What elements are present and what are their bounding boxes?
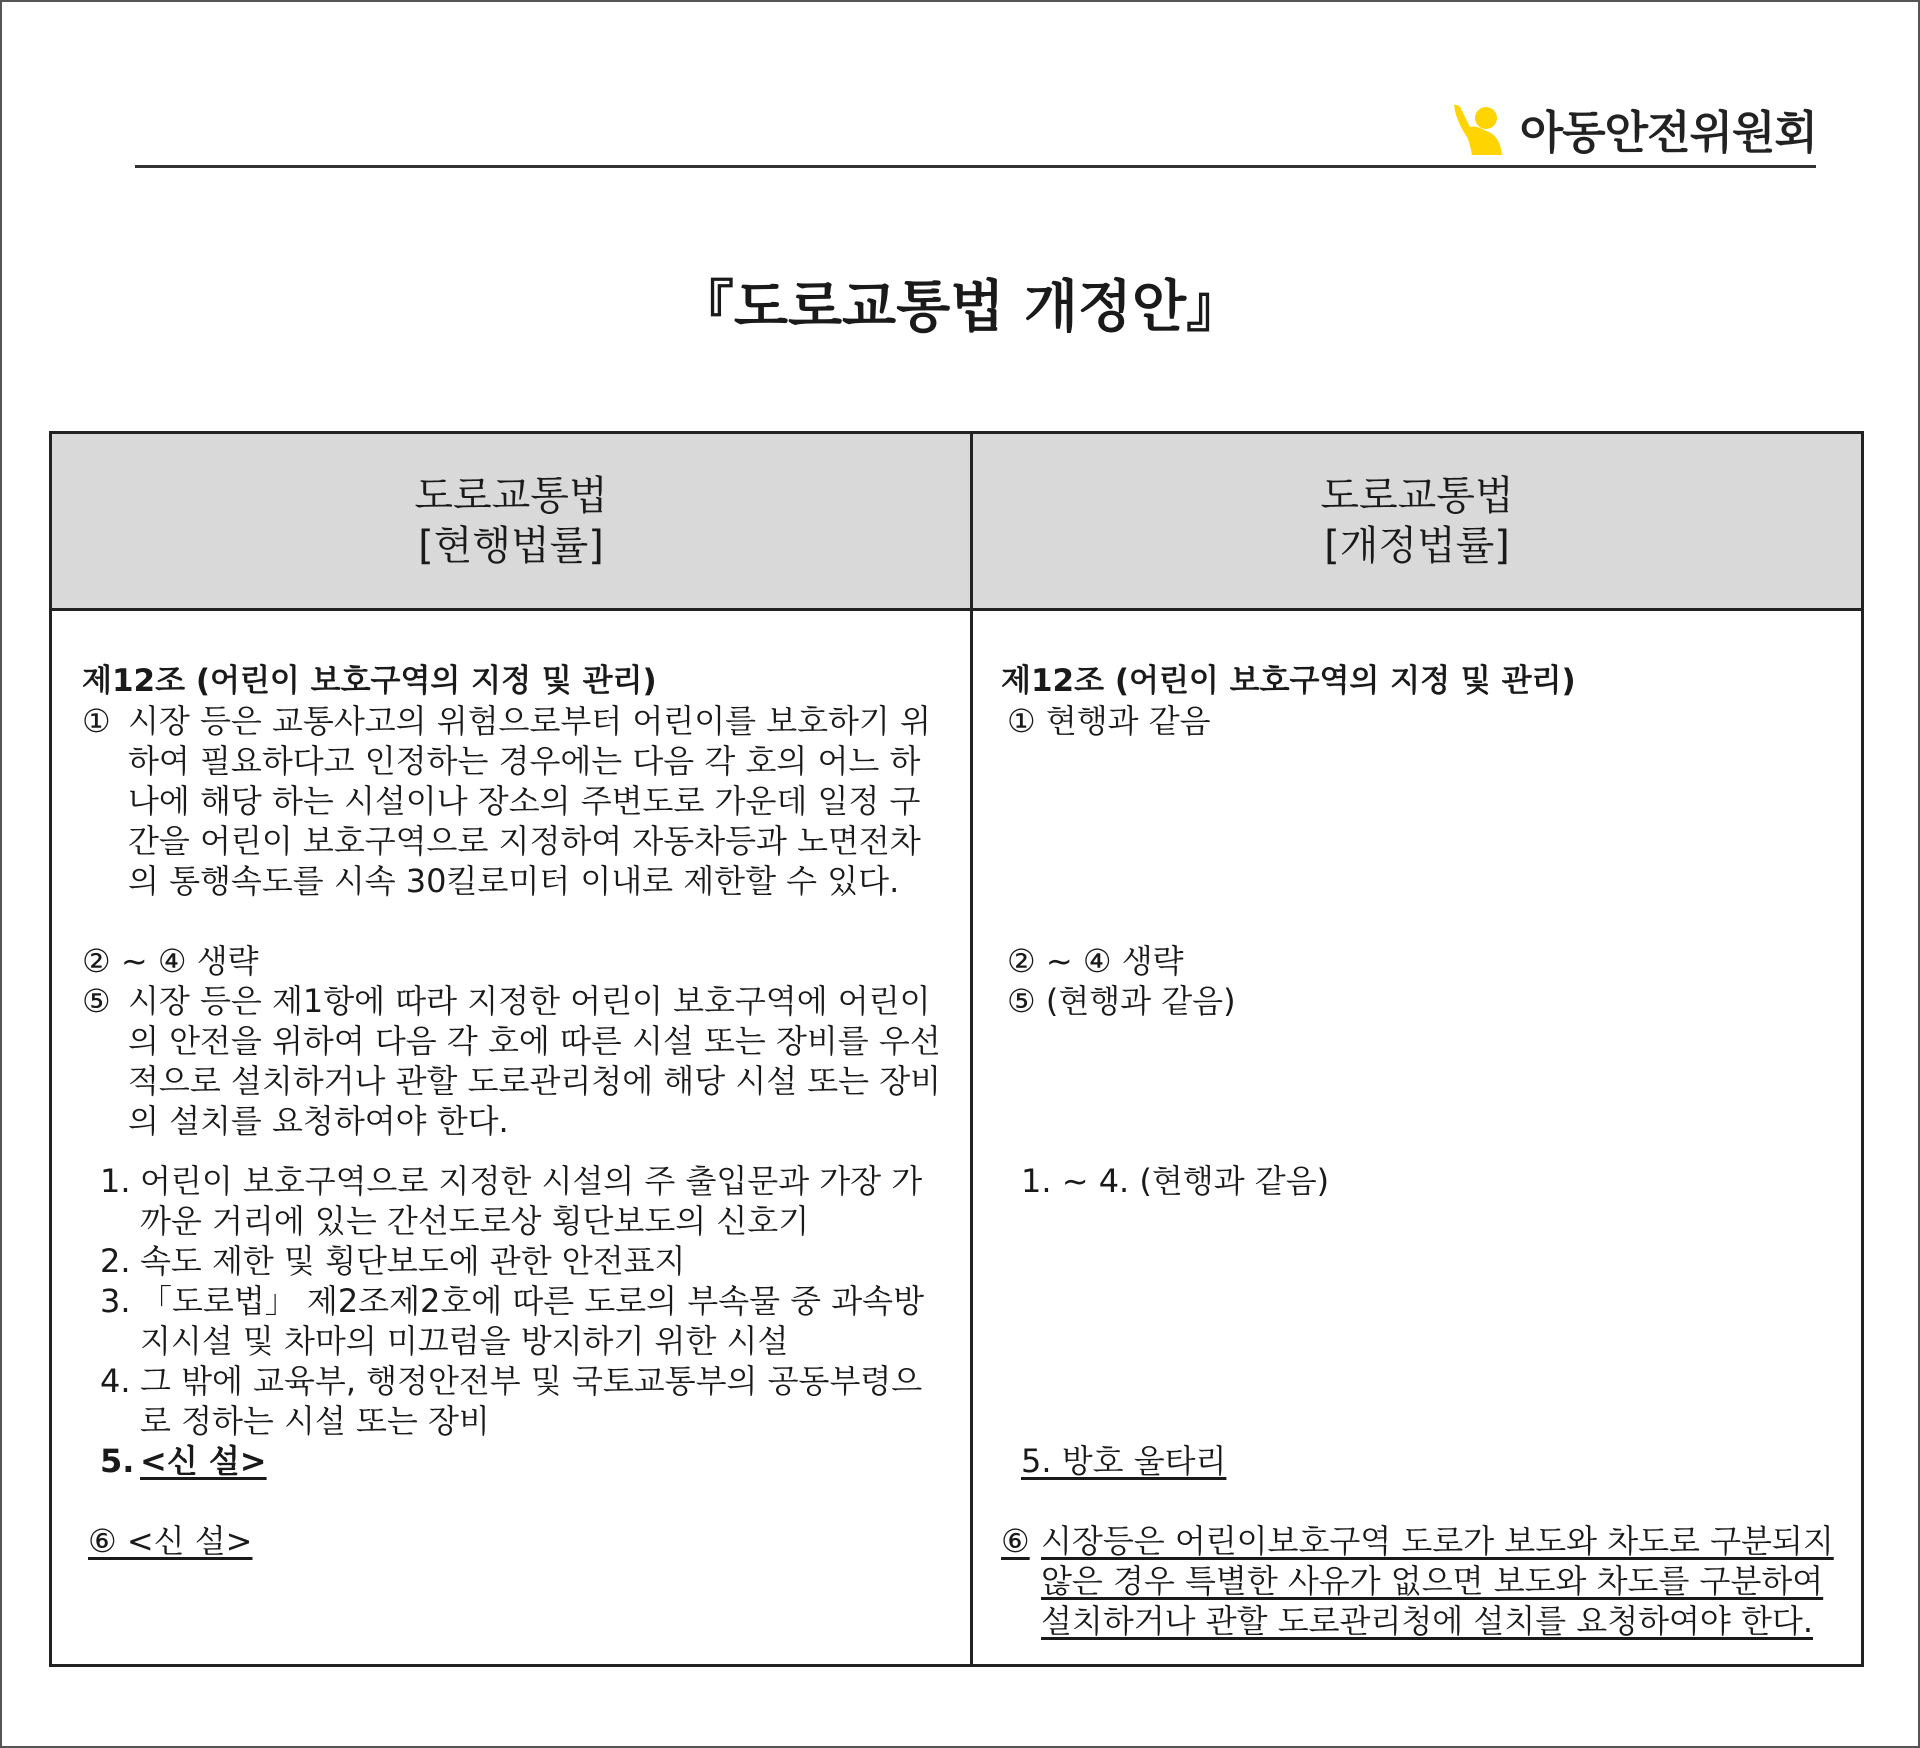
paragraph-6	[1001, 1521, 1841, 1641]
item-marker: 1.	[100, 1162, 131, 1200]
current-law-header-subtitle: [현행법률]	[418, 523, 604, 569]
article-heading: 제12조 (어린이 보호구역의 지정 및 관리)	[82, 663, 657, 699]
paragraph-6-placeholder: ⑥ <신 설>	[88, 1522, 253, 1560]
item-text: 「도로법」 제2조제2호에 따른 도로의 부속물 중 과속방지시설 및 차마의 미끄럼을 방지하기 위한 시설	[140, 1282, 924, 1360]
list-item-5	[100, 1441, 950, 1481]
list-item	[100, 1361, 950, 1441]
item-marker: 2.	[100, 1242, 131, 1280]
amended-law-header	[972, 433, 1863, 610]
paragraph-5	[82, 981, 950, 1141]
paragraph-text: 시장등은 어린이보호구역 도로가 보도와 차도로 구분되지 않은 경우 특별한 사유가 없으면 보도와 차도를 구분하여 설치하거나 관할 도로관리청에 설치를 요청하여야 한다.	[1041, 1522, 1834, 1640]
current-law-header	[51, 433, 972, 610]
paragraph-marker: ⑥	[1001, 1522, 1030, 1560]
items-1-4: 1. ~ 4. (현행과 같음)	[1021, 1162, 1330, 1200]
paragraph-text: 시장 등은 교통사고의 위험으로부터 어린이를 보호하기 위하여 필요하다고 인정하는 경우에는 다음 각 호의 어느 하나에 해당 하는 시설이나 장소의 주변도로 가운데 일정 구간을 어린이 보호구역으로 지정하여 자동차등과 노면전차의 통행속도를 시속 30킬로미터 이내로 제한할 수 있다.	[128, 702, 931, 900]
item-marker: 4.	[100, 1362, 131, 1400]
paragraph-marker: ⑤	[82, 982, 111, 1020]
article-heading: 제12조 (어린이 보호구역의 지정 및 관리)	[1001, 663, 1576, 699]
item-new-placeholder: <신 설>	[140, 1442, 267, 1480]
amended-law-header-title: 도로교통법	[1320, 473, 1514, 519]
item-marker: 3.	[100, 1282, 131, 1320]
item-text: 속도 제한 및 횡단보도에 관한 안전표지	[140, 1242, 686, 1280]
header-divider	[135, 165, 1816, 168]
paragraph-text: 시장 등은 제1항에 따라 지정한 어린이 보호구역에 어린이의 안전을 위하여 다음 각 호에 따른 시설 또는 장비를 우선적으로 설치하거나 관할 도로관리청에 해당 시설 또는 장비의 설치를 요청하여야 한다.	[128, 982, 942, 1140]
item-text: 어린이 보호구역으로 지정한 시설의 주 출입문과 가장 가까운 거리에 있는 간선도로상 횡단보도의 신호기	[140, 1162, 923, 1240]
comparison-table	[49, 431, 1864, 1667]
paragraph-1: ① 현행과 같음	[1007, 702, 1211, 740]
current-law-cell	[51, 610, 972, 1666]
item-text: 그 밖에 교육부, 행정안전부 및 국토교통부의 공동부령으로 정하는 시설 또는 장비	[140, 1362, 923, 1440]
paragraph-5: ⑤ (현행과 같음)	[1007, 982, 1236, 1020]
item-marker: 5.	[100, 1442, 135, 1480]
paragraph-marker: ①	[82, 702, 111, 740]
paragraph-2-4: ② ~ ④ 생략	[1007, 942, 1184, 980]
item-5: 5. 방호 울타리	[1021, 1442, 1227, 1480]
paragraph-2-4: ② ~ ④ 생략	[82, 942, 259, 980]
list-item	[100, 1161, 950, 1241]
brand-logo	[1450, 100, 1817, 159]
paragraph-1	[82, 701, 950, 901]
document-title: 『도로교통법 개정안』	[677, 275, 1243, 340]
brand-name: 아동안전위원회	[1519, 105, 1817, 159]
current-law-header-title: 도로교통법	[414, 473, 608, 519]
amended-law-cell	[972, 610, 1863, 1666]
list-item	[100, 1241, 950, 1281]
child-raising-hand-icon	[1450, 101, 1510, 155]
list-item	[100, 1281, 950, 1361]
amended-law-header-subtitle: [개정법률]	[1324, 523, 1510, 569]
